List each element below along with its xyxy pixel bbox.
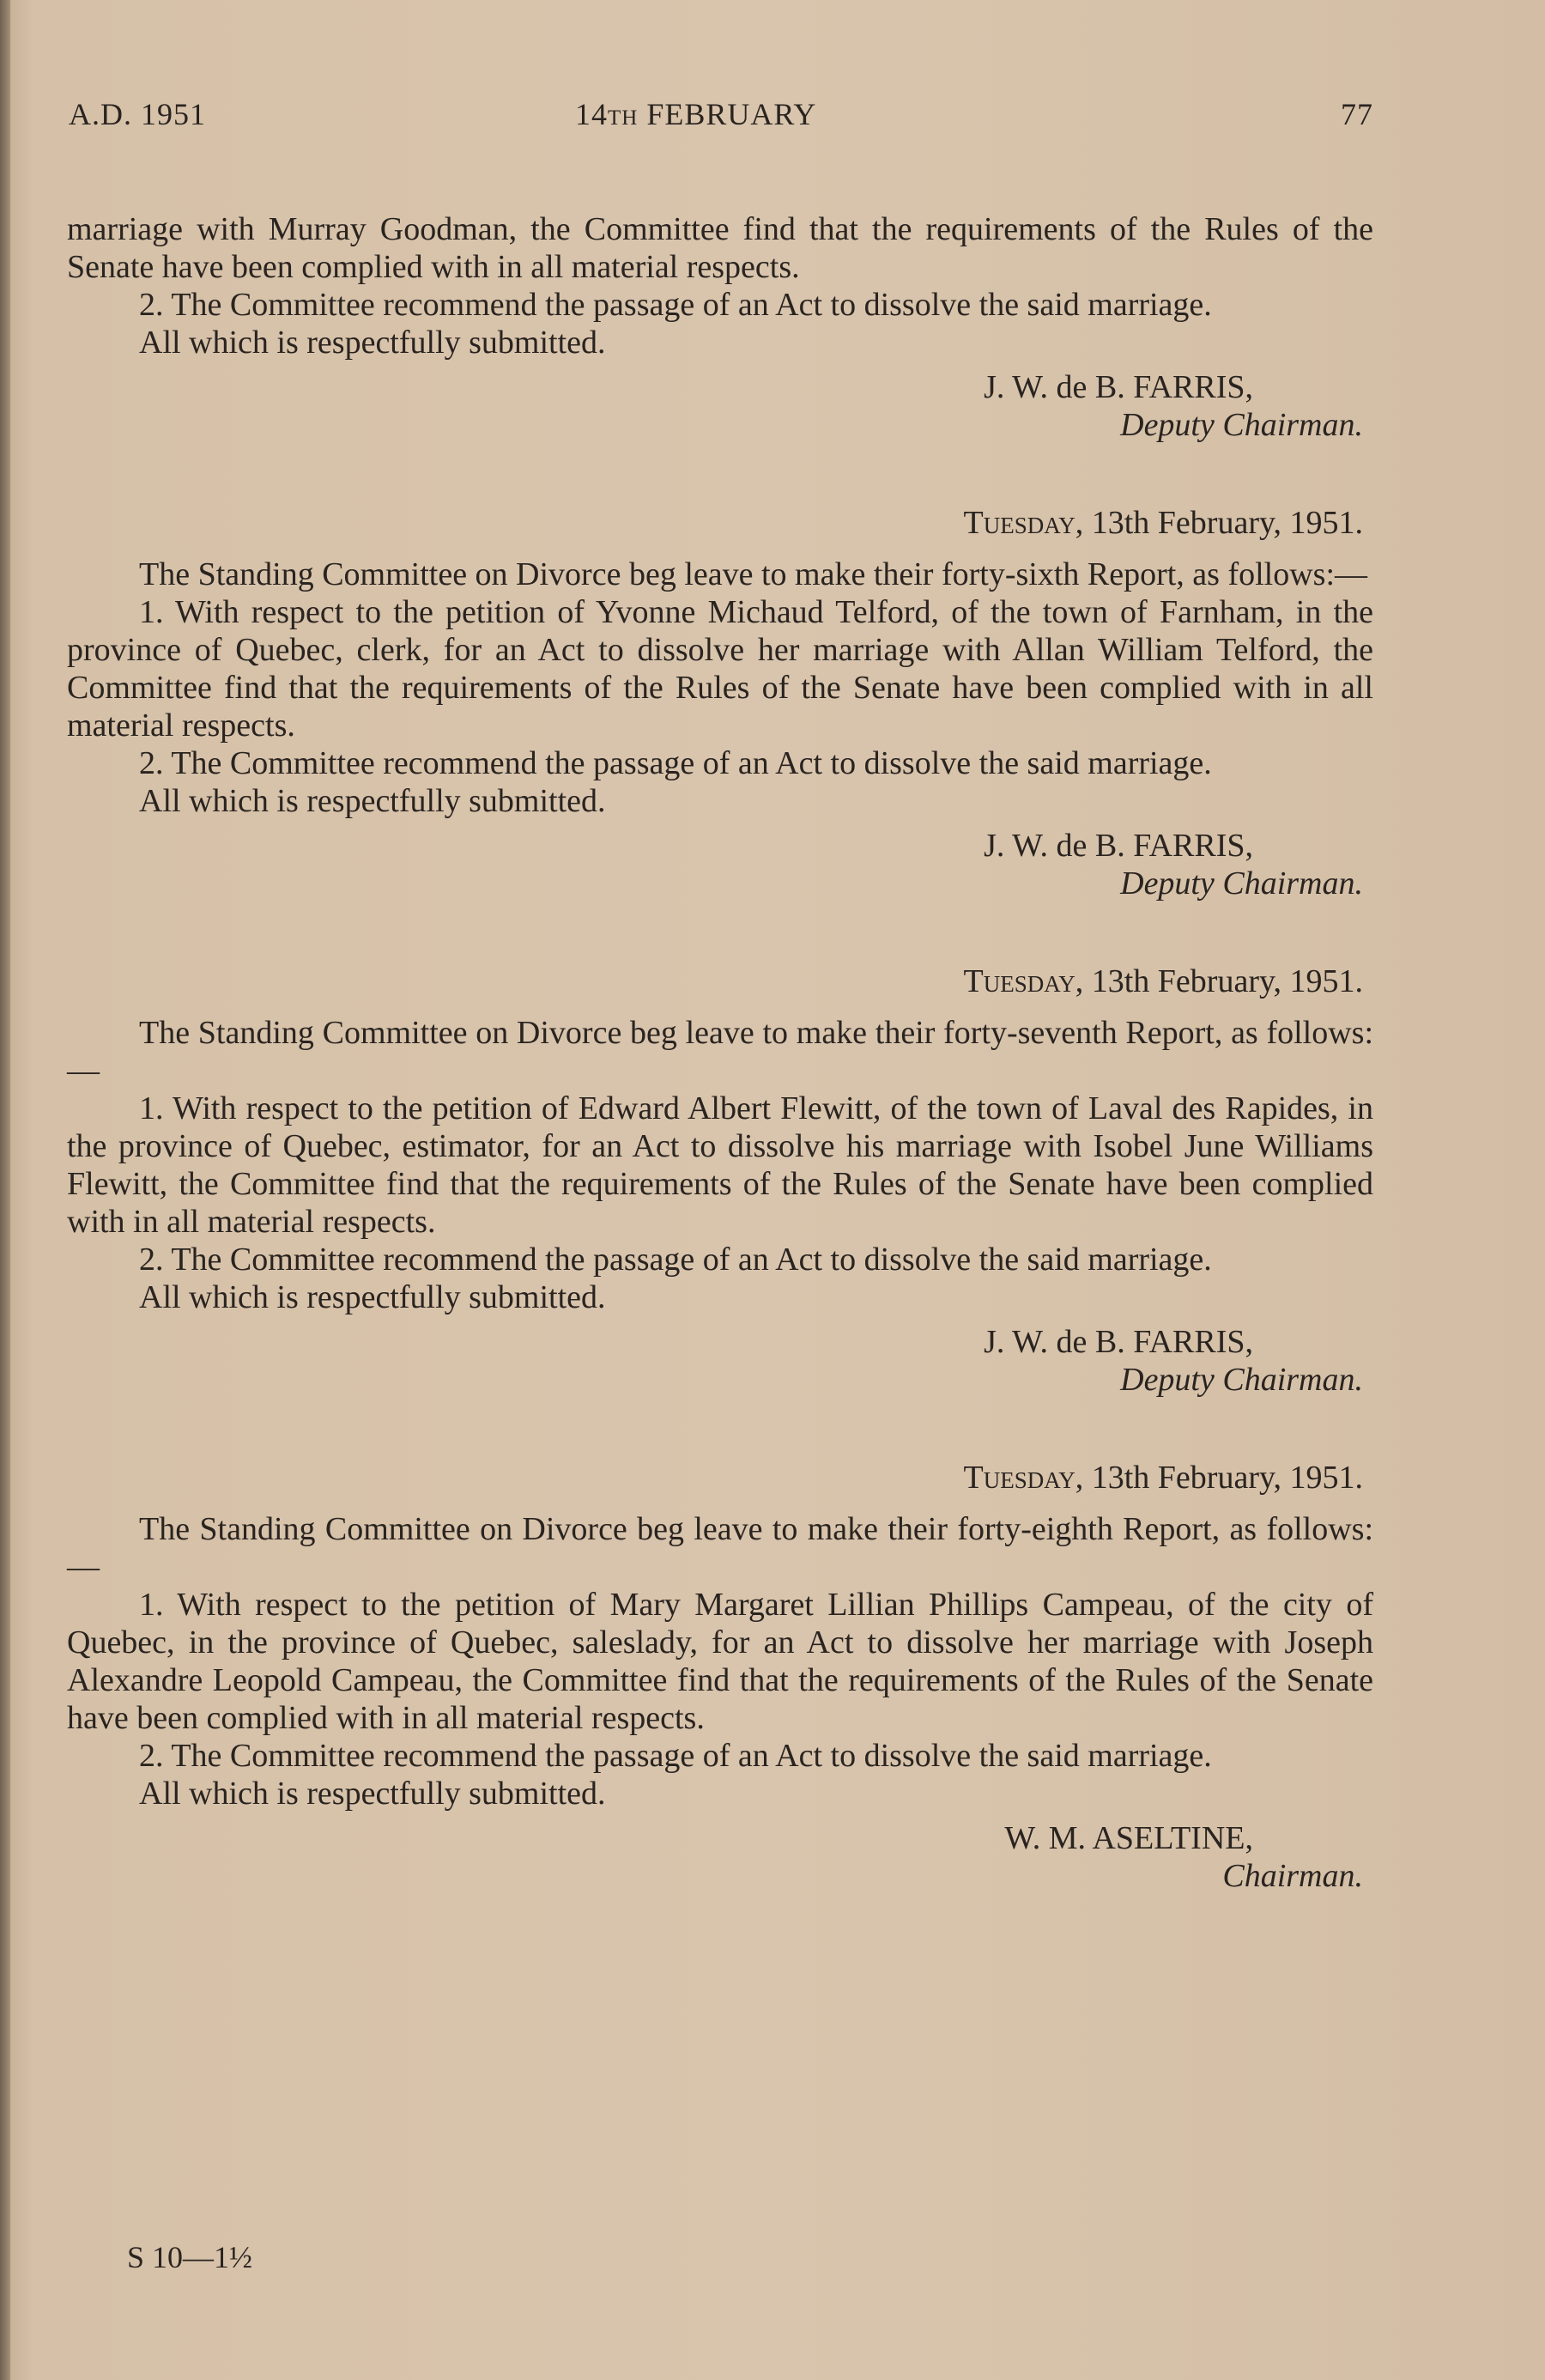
report-47 — [67, 962, 1373, 1399]
book-spine-shadow — [0, 0, 10, 2380]
report-46 — [67, 504, 1373, 902]
report-date — [67, 504, 1373, 542]
signature-mark: S 10—1½ — [127, 2240, 253, 2274]
report-paragraph-1: marriage with Murray Goodman, the Committee find that the requirements of the Rules of the Senate have been complied with in all material respects. — [67, 211, 1373, 285]
running-header — [69, 96, 1373, 139]
report-day: Tuesday, — [963, 963, 1084, 999]
report-date — [67, 1459, 1373, 1497]
continued-report — [67, 210, 1373, 444]
signature-block — [67, 1323, 1373, 1399]
report-paragraph-1: 1. With respect to the petition of Yvonne Michaud Telford, of the town of Farnham, in the province of Quebec, clerk, for an Act to dissolve her marriage with Allan William Telford, the Committee find that the requirements of the Rules of the Senate have been complied with in all material respects. — [67, 594, 1373, 744]
signer-name: W. M. ASELTINE, — [1004, 1820, 1253, 1856]
report-day: Tuesday, — [963, 505, 1084, 541]
signer-name: J. W. de B. FARRIS, — [984, 828, 1253, 864]
report-paragraph-2: 2. The Committee recommend the passage of an Act to dissolve the said marriage. — [139, 745, 1212, 781]
report-paragraph-1: 1. With respect to the petition of Edward Albert Flewitt, of the town of Laval des Rapides, in the province of Quebec, estimator, for an Act to dissolve his marriage with Isobel June Williams Flewitt, the Committee find that the requirements of the Rules of the Senate have been complied with in all material respects. — [67, 1090, 1373, 1240]
signer-title: Chairman. — [1222, 1858, 1363, 1894]
report-48 — [67, 1459, 1373, 1895]
report-paragraph-2: 2. The Committee recommend the passage of an Act to dissolve the said marriage. — [139, 1738, 1212, 1774]
header-date: 14th FEBRUARY — [575, 97, 817, 131]
report-date-text: 13th February, 1951. — [1091, 1460, 1363, 1496]
signature-block — [67, 827, 1373, 902]
header-year: A.D. 1951 — [69, 97, 206, 131]
report-paragraph-2: 2. The Committee recommend the passage of an Act to dissolve the said marriage. — [139, 1242, 1212, 1278]
signer-title: Deputy Chairman. — [1120, 1362, 1363, 1398]
signature-block — [67, 368, 1373, 444]
report-date-text: 13th February, 1951. — [1091, 505, 1363, 541]
report-closing: All which is respectfully submitted. — [139, 1776, 606, 1812]
report-day: Tuesday, — [963, 1460, 1084, 1496]
signature-block — [67, 1819, 1373, 1895]
signer-title: Deputy Chairman. — [1120, 865, 1363, 902]
signer-title: Deputy Chairman. — [1120, 407, 1363, 443]
page-body — [67, 210, 1373, 1895]
signer-name: J. W. de B. FARRIS, — [984, 369, 1253, 405]
report-paragraph-1: 1. With respect to the petition of Mary Margaret Lillian Phillips Campeau, of the city of Quebec, in the province of Quebec, saleslady, for an Act to dissolve her marriage with Joseph Alexandre Leopold Campeau, the Committee find that the requirements of the Rules of the Senate have been complied with in all material respects. — [67, 1587, 1373, 1736]
report-paragraph-2: 2. The Committee recommend the passage of an Act to dissolve the said marriage. — [139, 287, 1212, 323]
report-intro: The Standing Committee on Divorce beg leave to make their forty-sixth Report, as follows:— — [139, 556, 1368, 592]
report-date-text: 13th February, 1951. — [1091, 963, 1363, 999]
signer-name: J. W. de B. FARRIS, — [984, 1324, 1253, 1360]
report-date — [67, 962, 1373, 1000]
report-closing: All which is respectfully submitted. — [139, 325, 606, 361]
report-intro: The Standing Committee on Divorce beg leave to make their forty-eighth Report, as follows:— — [67, 1511, 1373, 1585]
report-intro: The Standing Committee on Divorce beg leave to make their forty-seventh Report, as follows:— — [67, 1015, 1373, 1089]
page-number: 77 — [1341, 97, 1373, 131]
report-closing: All which is respectfully submitted. — [139, 783, 606, 819]
report-closing: All which is respectfully submitted. — [139, 1279, 606, 1315]
